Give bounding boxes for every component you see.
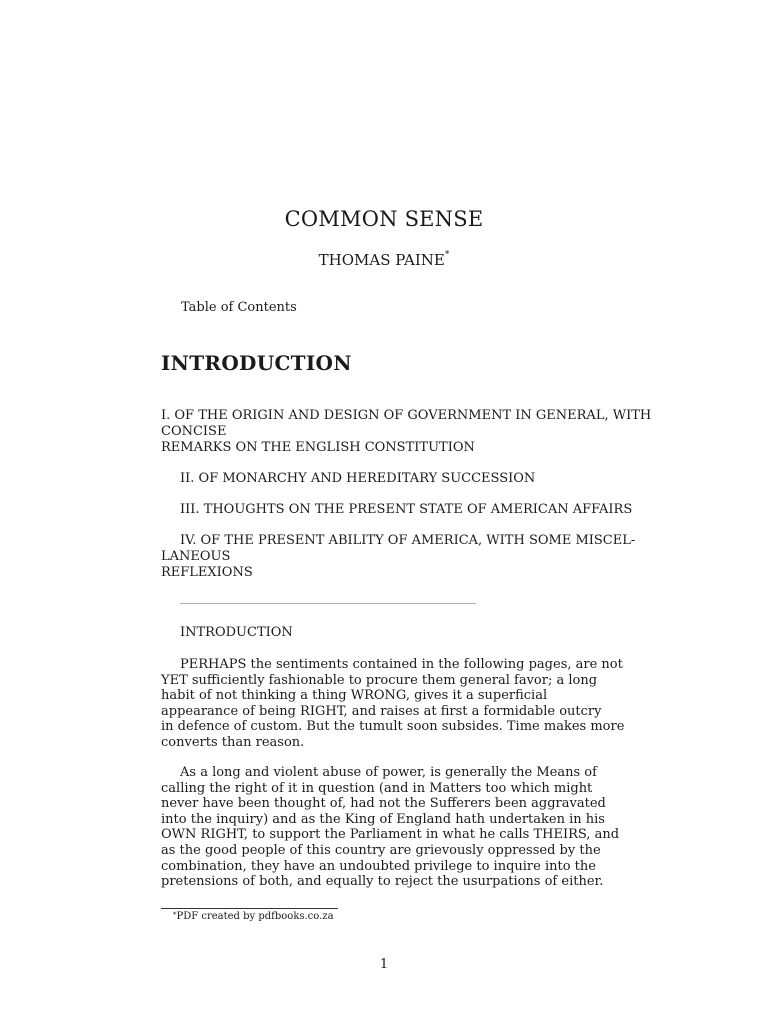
document-title: COMMON SENSE (284, 207, 484, 231)
paragraph-line: into the inquiry) and as the King of England hath undertaken in his (161, 811, 605, 827)
body-paragraph-1 (161, 657, 625, 751)
toc-entry-line: II. OF MONARCHY AND HEREDITARY SUCCESSION (180, 471, 536, 486)
toc-entry-line: REFLEXIONS (161, 565, 253, 580)
paragraph-line: appearance of being RIGHT, and raises at first a formidable outcry (161, 703, 602, 719)
footnote (173, 911, 334, 922)
body-paragraph-2 (161, 765, 620, 890)
footnote-mark: * (173, 911, 177, 919)
toc-entry-1[interactable] (161, 408, 652, 456)
toc-entry-2[interactable] (161, 471, 621, 487)
table-of-contents-label: Table of Contents (181, 300, 297, 315)
author-footnote-mark: * (444, 250, 450, 260)
toc-entry-line: IV. OF THE PRESENT ABILITY OF AMERICA, WITH SOME MISCEL- (180, 533, 636, 548)
toc-entry-line: I. OF THE ORIGIN AND DESIGN OF GOVERNMENT IN GENERAL, WITH (161, 408, 652, 423)
author-line (0, 251, 768, 269)
paragraph-line: in defence of custom. But the tumult soon subsides. Time makes more (161, 719, 625, 735)
paragraph-line: combination, they have an undoubted privilege to inquire into the (161, 858, 596, 874)
paragraph-line: as the good people of this country are grievously oppressed by the (161, 842, 601, 858)
paragraph-line: OWN RIGHT, to support the Parliament in what he calls THEIRS, and (161, 827, 620, 843)
author-name: THOMAS PAINE (318, 251, 445, 269)
introduction-heading: INTRODUCTION (161, 351, 352, 375)
toc-entry-3[interactable] (161, 502, 633, 518)
paragraph-line: calling the right of it in question (and in Matters too which might (161, 780, 593, 796)
toc-entry-line: LANEOUS (161, 549, 231, 564)
page-number: 1 (379, 957, 389, 972)
table-of-contents (161, 408, 652, 581)
paragraph-line: pretensions of both, and equally to reject the usurpations of either. (161, 874, 604, 890)
toc-entry-line: REMARKS ON THE ENGLISH CONSTITUTION (161, 440, 475, 455)
paragraph-line: As a long and violent abuse of power, is generally the Means of (180, 765, 597, 780)
paragraph-line: never have been thought of, had not the Sufferers been aggravated (161, 796, 606, 812)
paragraph-line: converts than reason. (161, 734, 305, 750)
footnote-text: PDF created by pdfbooks.co.za (176, 911, 334, 922)
toc-entry-line: III. THOUGHTS ON THE PRESENT STATE OF AMERICAN AFFAIRS (180, 502, 633, 517)
introduction-subheading: INTRODUCTION (180, 625, 293, 640)
horizontal-rule (180, 603, 476, 604)
footnote-rule (161, 908, 338, 909)
toc-entry-4[interactable] (161, 533, 636, 581)
paragraph-line: PERHAPS the sentiments contained in the following pages, are not (180, 657, 623, 672)
toc-entry-line: CONCISE (161, 424, 227, 439)
paragraph-line: habit of not thinking a thing WRONG, gives it a superficial (161, 688, 548, 704)
paragraph-line: YET sufficiently fashionable to procure them general favor; a long (161, 672, 598, 688)
